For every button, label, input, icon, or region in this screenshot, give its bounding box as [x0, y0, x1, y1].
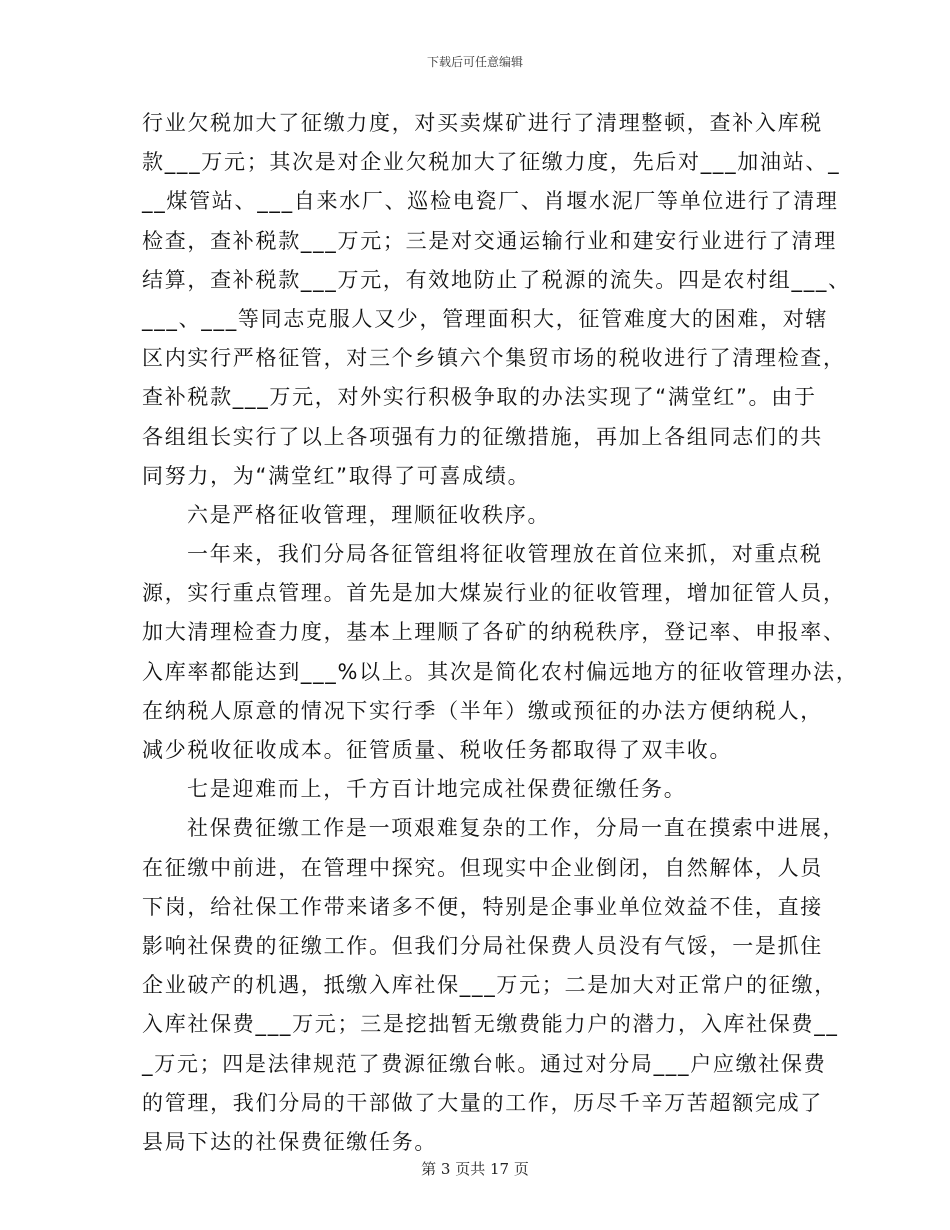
text-line: __煤管站、___自来水厂、巡检电瓷厂、肖堰水泥厂等单位进行了清理 [142, 189, 839, 214]
text-line: 各组组长实行了以上各项强有力的征缴措施，再加上各组同志们的共 [142, 424, 823, 449]
text-line: ___、___等同志克服人又少，管理面积大，征管难度大的困难，对辖 [142, 306, 829, 331]
text-line: 社保费征缴工作是一项艰难复杂的工作，分局一直在摸索中进展， [187, 816, 846, 841]
page-header: 下载后可任意编辑 [426, 55, 523, 69]
section-heading: 六是严格征收管理，理顺征收秩序。 [187, 502, 551, 527]
text-line: 在征缴中前进，在管理中探究。但现实中企业倒闭，自然解体，人员 [142, 855, 823, 880]
section-heading: 七是迎难而上，千方百计地完成社保费征缴任务。 [187, 777, 687, 802]
text-line: _万元；四是法律规范了费源征缴台帐。通过对分局___户应缴社保费 [142, 1051, 827, 1076]
text-line: 入库社保费___万元；三是挖拙暂无缴费能力户的潜力，入库社保费__ [142, 1012, 839, 1037]
text-line: 在纳税人原意的情况下实行季（半年）缴或预征的办法方便纳税人， [142, 698, 823, 723]
text-line: 影响社保费的征缴工作。但我们分局社保费人员没有气馁，一是抓住 [142, 933, 823, 958]
text-line: 行业欠税加大了征缴力度，对买卖煤矿进行了清理整顿，查补入库税 [142, 111, 823, 135]
text-line: 同努力，为“满堂红”取得了可喜成绩。 [142, 463, 531, 488]
text-line: 减少税收征收成本。征管质量、税收任务都取得了双丰收。 [142, 738, 733, 762]
text-line: 源，实行重点管理。首先是加大煤炭行业的征收管理，增加征管人员， [142, 581, 846, 606]
text-line: 检查，查补税款___万元；三是对交通运输行业和建安行业进行了清理 [142, 228, 837, 253]
text-line: 加大清理检查力度，基本上理顺了各矿的纳税秩序，登记率、申报率、 [142, 620, 846, 645]
page-number: 第 3 页共 17 页 [421, 1160, 529, 1178]
text-line: 县局下达的社保费征缴任务。 [142, 1129, 438, 1154]
text-line: 一年来，我们分局各征管组将征收管理放在首位来抓，对重点税 [187, 542, 823, 567]
text-line: 企业破产的机遇，抵缴入库社保___万元；二是加大对正常户的征缴， [142, 973, 837, 998]
text-line: 的管理，我们分局的干部做了大量的工作，历尽千辛万苦超额完成了 [142, 1090, 823, 1115]
text-line: 入库率都能达到___%以上。其次是简化农村偏远地方的征收管理办法， [142, 659, 859, 684]
text-line: 下岗，给社保工作带来诸多不便，特别是企事业单位效益不佳，直接 [142, 894, 823, 919]
document-body [142, 104, 859, 1162]
text-line: 结算，查补税款___万元，有效地防止了税源的流失。四是农村组___、 [142, 267, 851, 292]
text-line: 款___万元；其次是对企业欠税加大了征缴力度，先后对___加油站、_ [142, 150, 841, 175]
text-line: 查补税款___万元，对外实行积极争取的办法实现了“满堂红”。由于 [142, 385, 817, 410]
text-line: 区内实行严格征管，对三个乡镇六个集贸市场的税收进行了清理检查， [142, 346, 846, 371]
